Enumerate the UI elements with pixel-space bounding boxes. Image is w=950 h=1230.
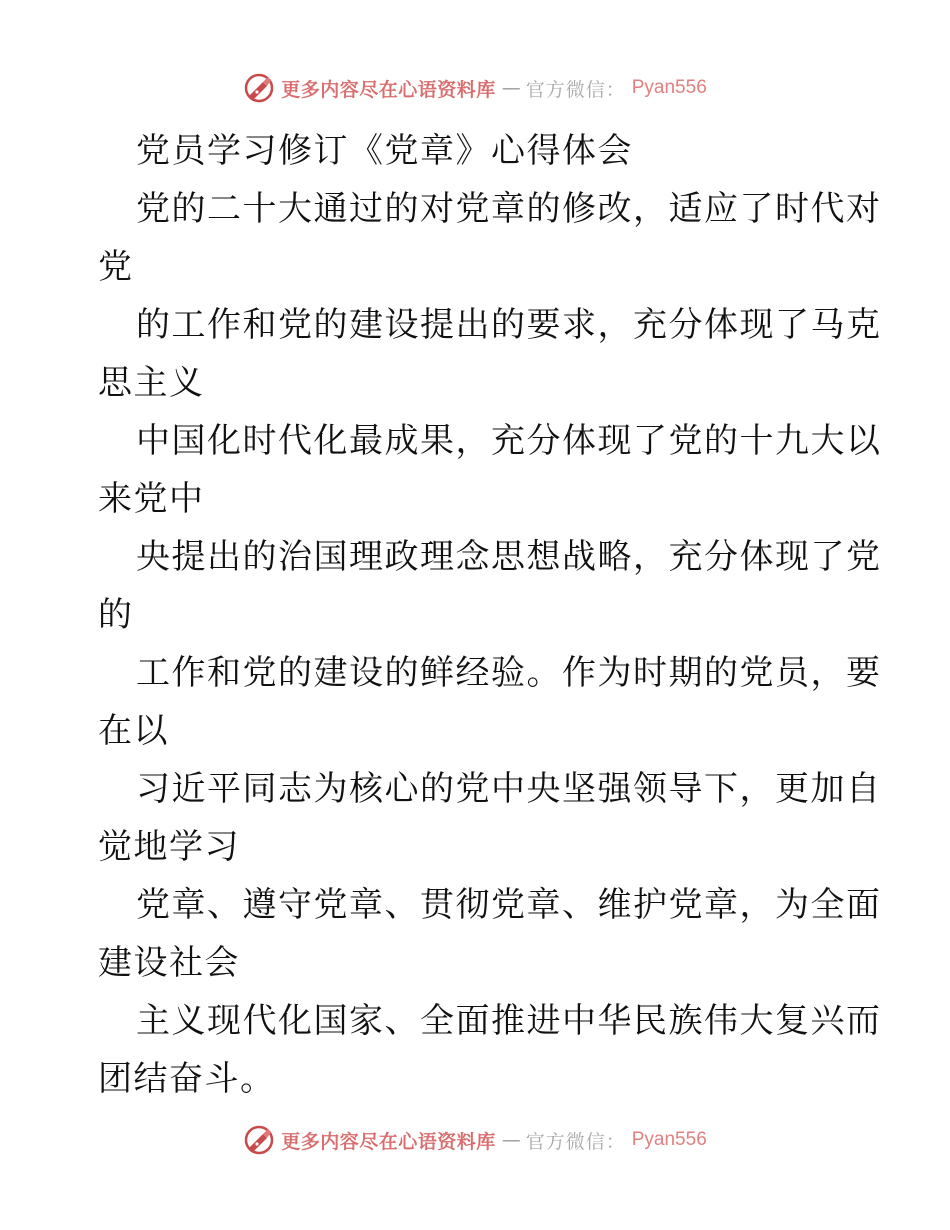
footer-banner (0, 1124, 950, 1156)
paragraph-line: 在以 (98, 711, 169, 751)
banner-site-text: 更多内容尽在心语资料库 (281, 1130, 496, 1153)
document-title: 党员学习修订《党章》心得体会 (136, 131, 633, 171)
banner-wechat-id: Pyan556 (631, 1129, 707, 1150)
banner-wechat-id: Pyan556 (631, 77, 707, 98)
paragraph-line: 主义现代化国家、全面推进中华民族伟大复兴而 (136, 1001, 882, 1041)
paragraph-line: 习近平同志为核心的党中央坚强领导下，更加自 (136, 769, 882, 809)
document-body (98, 122, 882, 1108)
banner-wechat-label: 官方微信： (525, 78, 626, 101)
paragraph-line: 央提出的治国理政理念思想战略，充分体现了党 (136, 537, 882, 577)
paragraph-line: 党 (98, 247, 134, 287)
banner-dash: — (501, 77, 520, 99)
paragraph-line: 思主义 (98, 363, 205, 403)
pen-nib-circle-icon (243, 72, 275, 104)
banner-wechat-label: 官方微信： (525, 1130, 626, 1153)
paragraph-line: 工作和党的建设的鲜经验。作为时期的党员，要 (136, 653, 882, 693)
banner-site-text: 更多内容尽在心语资料库 (281, 78, 496, 101)
paragraph-line: 来党中 (98, 479, 205, 519)
paragraph-line: 党章、遵守党章、贯彻党章、维护党章，为全面 (136, 885, 882, 925)
paragraph-line: 中国化时代化最成果，充分体现了党的十九大以 (136, 421, 882, 461)
pen-nib-circle-icon (243, 1124, 275, 1156)
paragraph-line: 团结奋斗。 (98, 1059, 276, 1099)
banner-dash: — (501, 1129, 520, 1151)
paragraph-line: 党的二十大通过的对党章的修改，适应了时代对 (136, 189, 882, 229)
paragraph-line: 的工作和党的建设提出的要求，充分体现了马克 (136, 305, 882, 345)
paragraph-line: 的 (98, 595, 134, 635)
paragraph-line: 觉地学习 (98, 827, 240, 867)
header-banner (0, 72, 950, 104)
paragraph-line: 建设社会 (98, 943, 240, 983)
